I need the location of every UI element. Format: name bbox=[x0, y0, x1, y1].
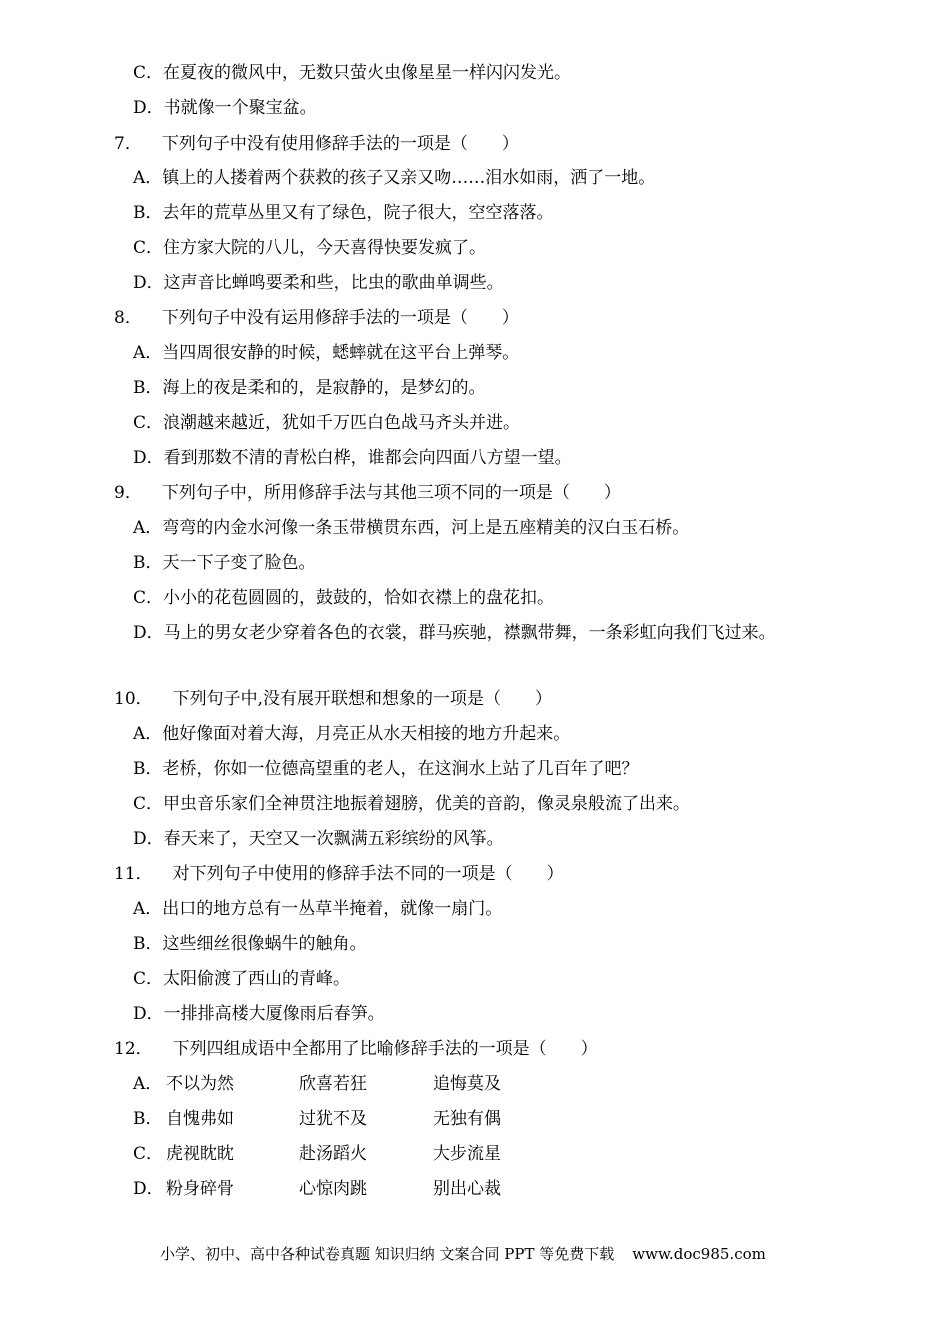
option-line bbox=[133, 377, 486, 399]
idiom-item: 追悔莫及 bbox=[433, 1074, 501, 1094]
option-letter: B． bbox=[133, 378, 163, 398]
idiom-item: 欣喜若狂 bbox=[299, 1074, 367, 1094]
footer-text: 小学、初中、高中各种试卷真题 知识归纳 文案合同 PPT 等免费下载 bbox=[160, 1245, 615, 1263]
option-line bbox=[133, 622, 776, 644]
question-text: 下列句子中,没有展开联想和想象的一项是（ ） bbox=[172, 689, 553, 709]
option-letter: C． bbox=[133, 969, 164, 989]
option-letter: B． bbox=[133, 934, 163, 954]
option-text: 出口的地方总有一丛草半掩着，就像一扇门。 bbox=[162, 899, 503, 919]
option-letter: B． bbox=[133, 203, 163, 223]
idiom-item: 自愧弗如 bbox=[166, 1109, 234, 1129]
option-text: 马上的男女老少穿着各色的衣裳，群马疾驰，襟飘带舞，一条彩虹向我们飞过来。 bbox=[163, 623, 776, 643]
option-text: 春天来了，天空又一次飘满五彩缤纷的风筝。 bbox=[163, 829, 504, 849]
option-line bbox=[133, 202, 554, 224]
question-text: 下列句子中没有使用修辞手法的一项是（ ） bbox=[161, 134, 519, 154]
option-text: 浪潮越来越近，犹如千万匹白色战马齐头并进。 bbox=[163, 413, 521, 433]
option-text: 这些细丝很像蜗牛的触角。 bbox=[162, 934, 367, 954]
question-line bbox=[114, 863, 564, 885]
question-line bbox=[114, 688, 552, 710]
option-text: 书就像一个聚宝盆。 bbox=[163, 98, 317, 118]
question-line bbox=[114, 482, 621, 504]
option-letter: D． bbox=[133, 1179, 164, 1199]
question-text: 下列四组成语中全都用了比喻修辞手法的一项是（ ） bbox=[172, 1039, 598, 1059]
idiom-item: 虎视眈眈 bbox=[166, 1144, 234, 1164]
option-letter: A． bbox=[133, 724, 163, 744]
option-line bbox=[133, 342, 519, 364]
option-line bbox=[133, 1003, 385, 1025]
option-line bbox=[133, 237, 486, 259]
option-letter: D． bbox=[133, 98, 164, 118]
option-text: 小小的花苞圆圆的，鼓鼓的，恰如衣襟上的盘花扣。 bbox=[163, 588, 555, 608]
page-footer bbox=[160, 1244, 766, 1264]
option-letter: D． bbox=[133, 448, 164, 468]
option-letter: B． bbox=[133, 1109, 163, 1129]
option-letter: C． bbox=[133, 1144, 164, 1164]
idiom-option-line bbox=[133, 1178, 553, 1200]
option-line bbox=[133, 793, 690, 815]
option-text: 海上的夜是柔和的，是寂静的，是梦幻的。 bbox=[162, 378, 486, 398]
option-letter: C． bbox=[133, 238, 164, 258]
option-line bbox=[133, 97, 317, 119]
option-text: 太阳偷渡了西山的青峰。 bbox=[163, 969, 351, 989]
option-text: 住方家大院的八儿，今天喜得快要发疯了。 bbox=[163, 238, 487, 258]
option-text: 他好像面对着大海，月亮正从水天相接的地方升起来。 bbox=[162, 724, 571, 744]
option-letter: C． bbox=[133, 63, 164, 83]
question-text: 对下列句子中使用的修辞手法不同的一项是（ ） bbox=[172, 864, 564, 884]
option-text: 一排排高楼大厦像雨后春笋。 bbox=[163, 1004, 385, 1024]
option-letter: B． bbox=[133, 553, 163, 573]
idiom-item: 无独有偶 bbox=[433, 1109, 501, 1129]
option-letter: D． bbox=[133, 829, 164, 849]
option-text: 这声音比蝉鸣要柔和些，比虫的歌曲单调些。 bbox=[163, 273, 504, 293]
option-line bbox=[133, 723, 570, 745]
option-text: 镇上的人搂着两个获救的孩子又亲又吻……泪水如雨，洒了一地。 bbox=[162, 168, 656, 188]
question-text: 下列句子中，所用修辞手法与其他三项不同的一项是（ ） bbox=[161, 483, 621, 503]
option-line bbox=[133, 272, 504, 294]
option-text: 老桥，你如一位德高望重的老人，在这涧水上站了几百年了吧？ bbox=[162, 759, 639, 779]
idiom-item: 心惊肉跳 bbox=[299, 1179, 367, 1199]
option-letter: D． bbox=[133, 623, 164, 643]
option-line bbox=[133, 552, 316, 574]
option-line bbox=[133, 828, 504, 850]
option-text: 在夏夜的微风中，无数只萤火虫像星星一样闪闪发光。 bbox=[163, 63, 572, 83]
idiom-item: 粉身碎骨 bbox=[166, 1179, 234, 1199]
option-text: 当四周很安静的时候，蟋蟀就在这平台上弹琴。 bbox=[162, 343, 520, 363]
question-number: 7． bbox=[114, 134, 142, 154]
option-letter: B． bbox=[133, 759, 163, 779]
idiom-item: 别出心裁 bbox=[433, 1179, 501, 1199]
option-line bbox=[133, 587, 554, 609]
option-letter: C． bbox=[133, 413, 164, 433]
option-letter: A． bbox=[133, 899, 163, 919]
question-line bbox=[114, 1038, 598, 1060]
option-letter: D． bbox=[133, 1004, 164, 1024]
option-letter: C． bbox=[133, 794, 164, 814]
option-line bbox=[133, 898, 502, 920]
idiom-option-line bbox=[133, 1143, 553, 1165]
question-line bbox=[114, 307, 519, 329]
option-text: 甲虫音乐家们全神贯注地振着翅膀，优美的音韵，像灵泉般流了出来。 bbox=[163, 794, 691, 814]
idiom-item: 赴汤蹈火 bbox=[299, 1144, 367, 1164]
question-number: 10． bbox=[114, 689, 153, 709]
option-letter: D． bbox=[133, 273, 164, 293]
option-text: 天一下子变了脸色。 bbox=[162, 553, 316, 573]
question-number: 12． bbox=[114, 1039, 153, 1059]
option-line bbox=[133, 412, 520, 434]
option-text: 看到那数不清的青松白桦，谁都会向四面八方望一望。 bbox=[163, 448, 572, 468]
option-line bbox=[133, 447, 572, 469]
option-line bbox=[133, 167, 655, 189]
question-number: 9． bbox=[114, 483, 142, 503]
footer-site: www.doc985.com bbox=[632, 1245, 766, 1263]
question-number: 11． bbox=[114, 864, 153, 884]
idiom-option-line bbox=[133, 1073, 553, 1095]
option-letter: A． bbox=[133, 343, 163, 363]
option-letter: A． bbox=[133, 1074, 163, 1094]
question-text: 下列句子中没有运用修辞手法的一项是（ ） bbox=[161, 308, 519, 328]
option-letter: C． bbox=[133, 588, 164, 608]
option-text: 弯弯的内金水河像一条玉带横贯东西，河上是五座精美的汉白玉石桥。 bbox=[162, 518, 690, 538]
question-line bbox=[114, 133, 519, 155]
idiom-option-line bbox=[133, 1108, 553, 1130]
idiom-item: 大步流星 bbox=[433, 1144, 501, 1164]
option-text: 去年的荒草丛里又有了绿色，院子很大，空空落落。 bbox=[162, 203, 554, 223]
option-line bbox=[133, 968, 350, 990]
idiom-item: 不以为然 bbox=[166, 1074, 234, 1094]
option-line bbox=[133, 62, 571, 84]
option-line bbox=[133, 517, 689, 539]
option-letter: A． bbox=[133, 168, 163, 188]
option-line bbox=[133, 933, 367, 955]
option-letter: A． bbox=[133, 518, 163, 538]
question-number: 8． bbox=[114, 308, 142, 328]
idiom-item: 过犹不及 bbox=[299, 1109, 367, 1129]
option-line bbox=[133, 758, 639, 780]
